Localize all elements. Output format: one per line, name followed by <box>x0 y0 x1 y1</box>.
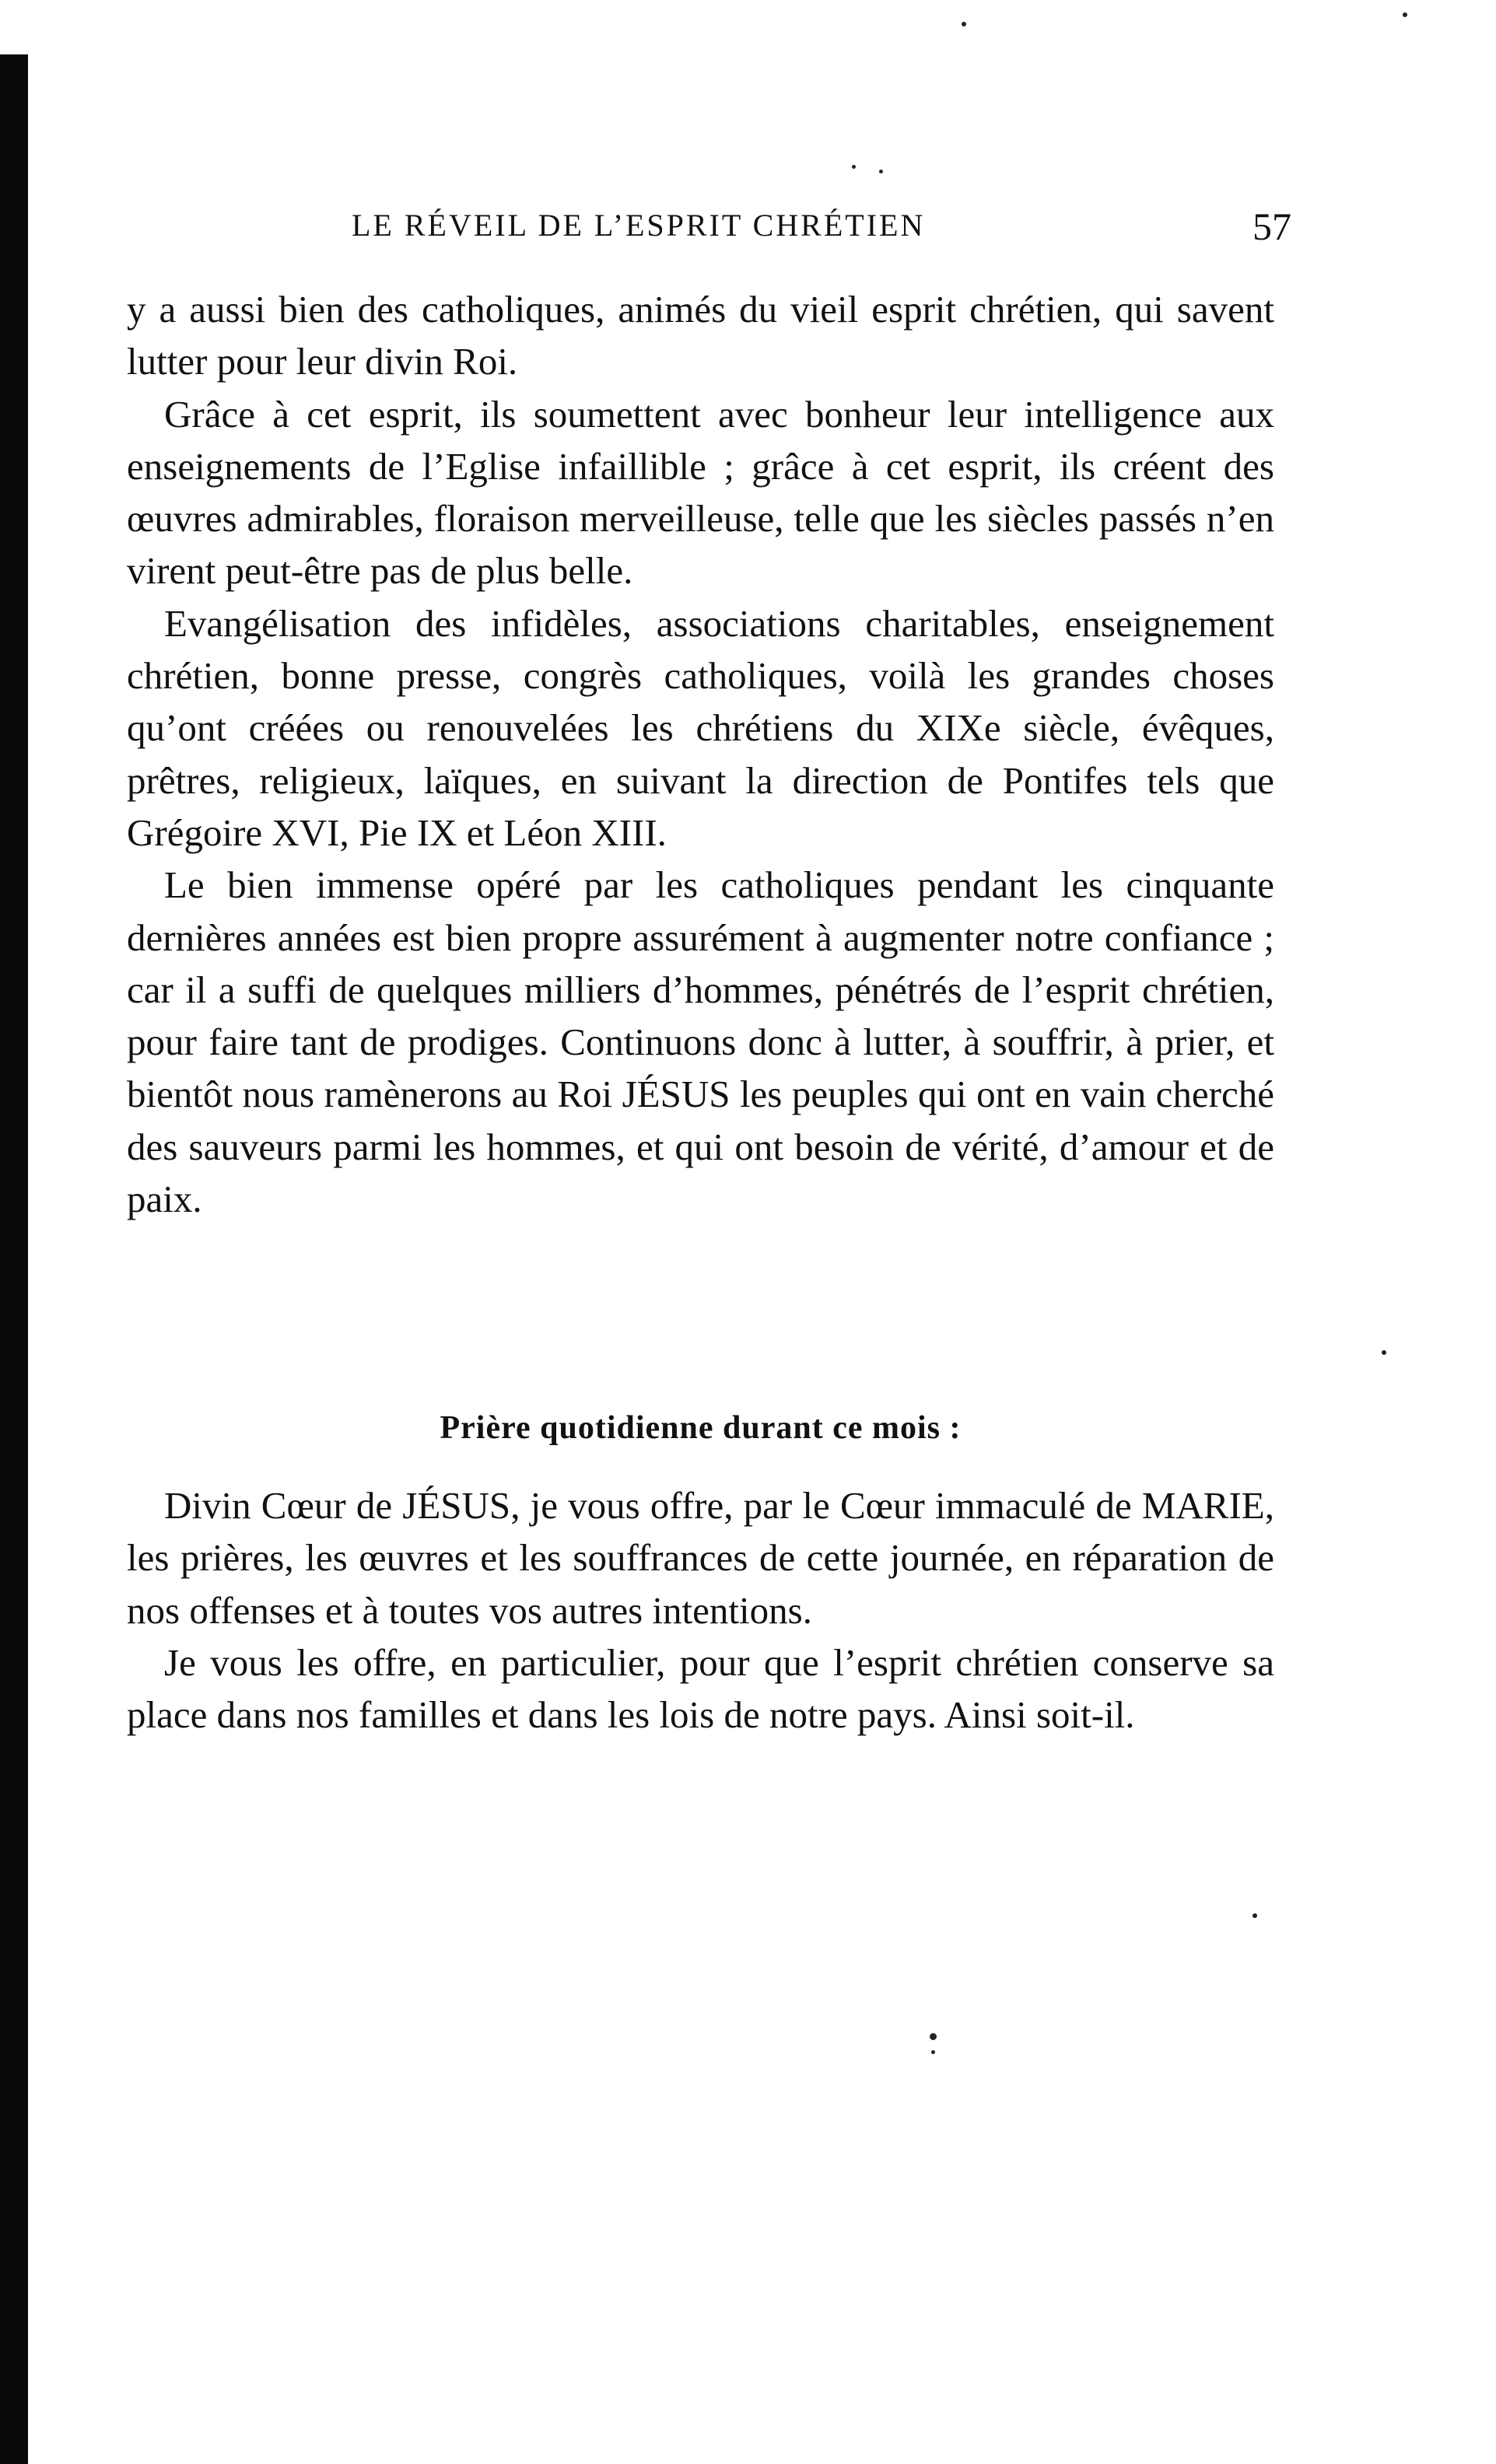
page-number: 57 <box>1253 205 1291 248</box>
prayer-heading: Prière quotidienne durant ce mois : <box>440 1410 962 1446</box>
page-header <box>124 204 1291 258</box>
paragraph: Le bien immense opéré par les catholiques pendant les cinquante dernières années est bien propre assurément à augmenter notre confiance ; car il a suffi de quelques milliers d’hommes, pénétrés de l’esprit chrétien, pour faire tant de prodiges. Continuons donc à lutter, à souffrir, à prier, et bientôt nous ramènerons au Roi JÉSUS les peuples qui ont en vain cherché des sauveurs parmi les hommes, et qui ont besoin de vérité, d’amour et de paix. <box>127 863 1274 1221</box>
scan-speck <box>931 2050 935 2054</box>
scan-speck <box>962 22 966 26</box>
scan-speck <box>1403 12 1407 17</box>
scan-speck <box>930 2033 937 2040</box>
paragraph: y a aussi bien des catholiques, animés du vieil esprit chrétien, qui savent lutter pour leur divin Roi. <box>127 288 1274 383</box>
scan-speck <box>852 165 856 169</box>
running-title: LE RÉVEIL DE L’ESPRIT CHRÉTIEN <box>352 208 926 243</box>
scan-speck <box>879 170 883 173</box>
paragraph: Grâce à cet esprit, ils soumettent avec bonheur leur intelligence aux enseignements de l’Eglise infaillible ; grâce à cet esprit, ils créent des œuvres admirables, floraison merveilleuse, telle que les siècles passés n’en virent peut-être pas de plus belle. <box>127 392 1274 593</box>
paragraph: Evangélisation des infidèles, associations charitables, enseignement chrétien, bonne presse, congrès catholiques, voilà les grandes choses qu’ont créées ou renouvelées les chrétiens du XIXe siècle, évêques, prêtres, religieux, laïques, en suivant la direction de Pontifes tels que Grégoire XVI, Pie IX et Léon XIII. <box>127 601 1274 854</box>
prayer-paragraph: Divin Cœur de JÉSUS, je vous offre, par le Cœur immaculé de MARIE, les prières, les œuvres et les souffrances de cette journée, en réparation de nos offenses et à toutes vos autres intentions. <box>127 1484 1274 1632</box>
binding-edge <box>0 54 28 2464</box>
body-text <box>127 283 1274 1225</box>
prayer-text <box>127 1479 1274 1741</box>
prayer-paragraph: Je vous les offre, en particulier, pour que l’esprit chrétien conserve sa place dans nos familles et dans les lois de notre pays. Ainsi soit-il. <box>127 1640 1274 1737</box>
scan-speck <box>1382 1350 1386 1355</box>
scan-speck <box>1253 1913 1257 1918</box>
